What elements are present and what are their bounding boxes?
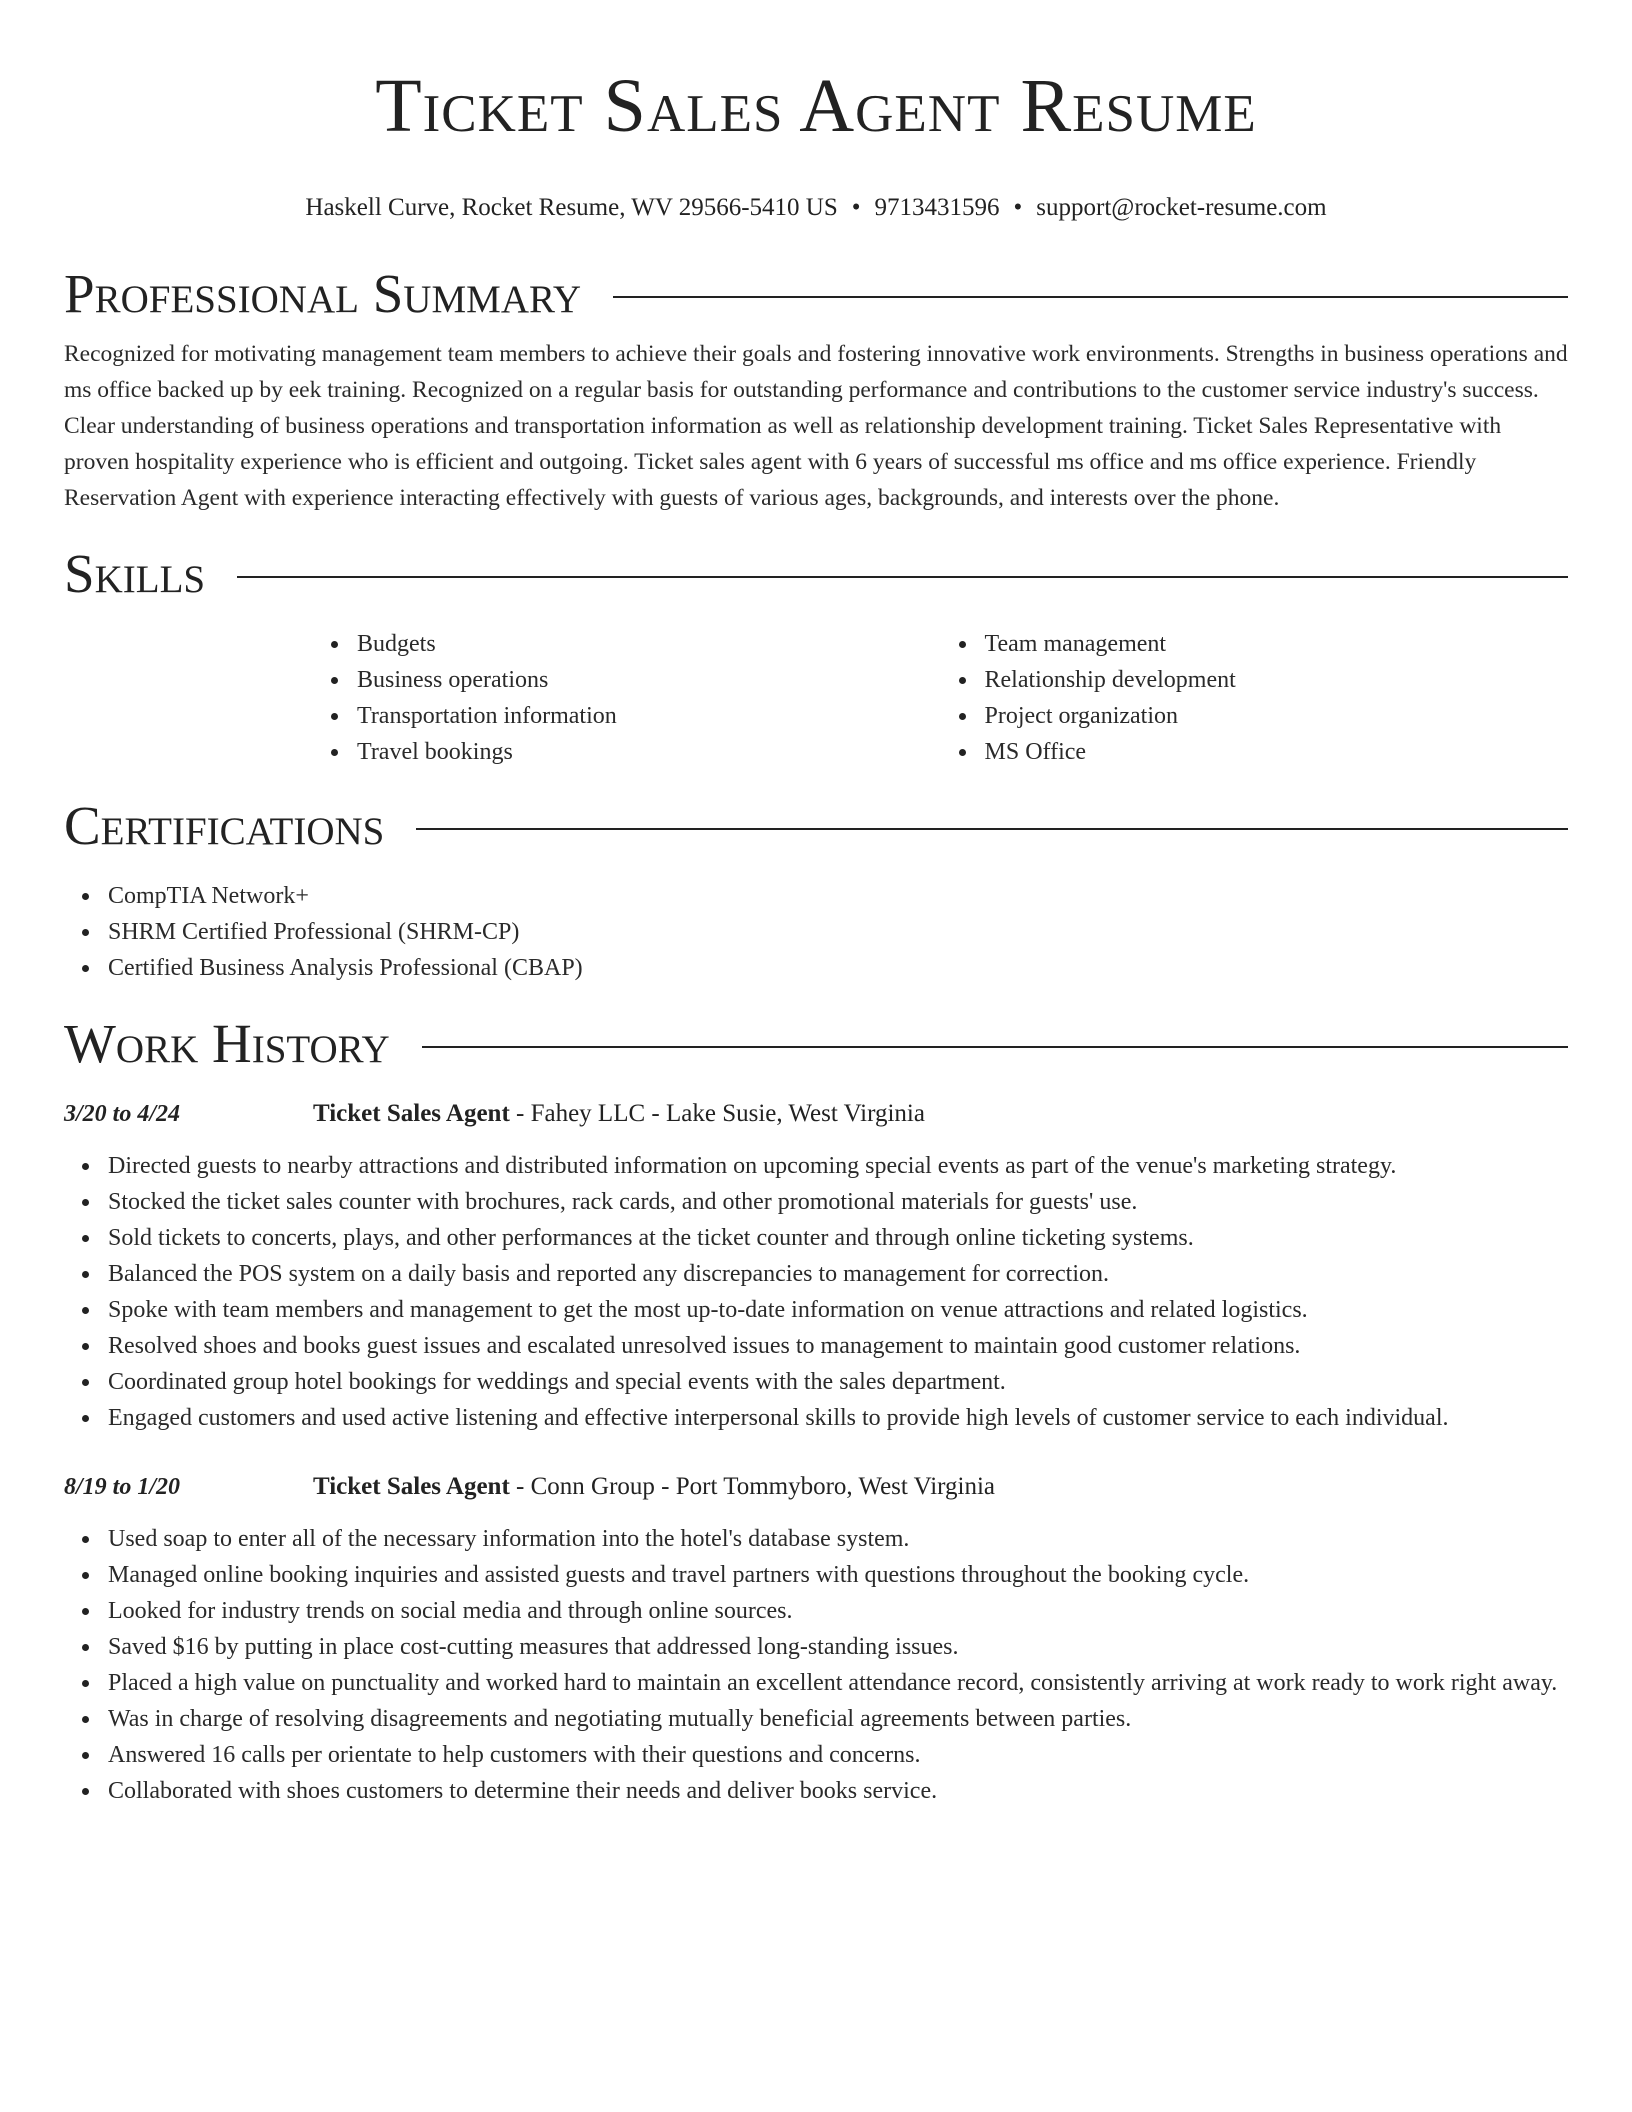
section-divider: [613, 296, 1568, 298]
job-duty: Sold tickets to concerts, plays, and other performances at the ticket counter and through online ticketing systems.: [108, 1220, 1568, 1256]
job-entry: [64, 1469, 1568, 1505]
job-title: Ticket Sales Agent: [313, 1473, 510, 1500]
skill-item: Project organization: [985, 698, 1569, 734]
job-employer-location: - Conn Group - Port Tommyboro, West Virginia: [509, 1473, 996, 1500]
job-duty: Saved $16 by putting in place cost-cutting measures that addressed long-standing issues.: [108, 1629, 1568, 1665]
work-history-section-header: [64, 1012, 1568, 1076]
summary-section-header: [64, 262, 1568, 326]
skill-item: Relationship development: [985, 662, 1569, 698]
job-duty: Looked for industry trends on social media and through online sources.: [108, 1593, 1568, 1629]
skills-column-right: [941, 626, 1569, 770]
job-duty: Coordinated group hotel bookings for weddings and special events with the sales department.: [108, 1364, 1568, 1400]
section-divider: [422, 1046, 1568, 1048]
job-duty: Resolved shoes and books guest issues and escalated unresolved issues to management to maintain good customer relations.: [108, 1328, 1568, 1364]
job-duty: Collaborated with shoes customers to determine their needs and deliver books service.: [108, 1773, 1568, 1809]
skills-heading: Skills: [64, 543, 206, 604]
skills-section-header: [64, 542, 1568, 606]
phone: 9713431596: [874, 194, 1000, 221]
skill-item: Transportation information: [357, 698, 941, 734]
section-divider: [237, 576, 1568, 578]
job-duty: Stocked the ticket sales counter with brochures, rack cards, and other promotional materials for guests' use.: [108, 1184, 1568, 1220]
job-duty: Balanced the POS system on a daily basis and reported any discrepancies to management for correction.: [108, 1256, 1568, 1292]
skill-item: Travel bookings: [357, 734, 941, 770]
contact-line: [64, 192, 1568, 224]
job-entry: [64, 1096, 1568, 1132]
skill-item: Business operations: [357, 662, 941, 698]
summary-heading: Professional Summary: [64, 263, 582, 324]
job-duty: Spoke with team members and management to get the most up-to-date information on venue attractions and related logistics.: [108, 1292, 1568, 1328]
job-duty: Answered 16 calls per orientate to help customers with their questions and concerns.: [108, 1737, 1568, 1773]
job-duties-list: [64, 1148, 1568, 1436]
job-dates: 3/20 to 4/24: [64, 1101, 181, 1127]
job-duty: Used soap to enter all of the necessary information into the hotel's database system.: [108, 1521, 1568, 1557]
job-duties-list: [64, 1521, 1568, 1809]
address: Haskell Curve, Rocket Resume, WV 29566-5410 US: [305, 194, 838, 221]
job-dates: 8/19 to 1/20: [64, 1474, 181, 1500]
certification-item: CompTIA Network+: [108, 878, 1568, 914]
work-history-heading: Work History: [64, 1013, 390, 1074]
section-divider: [416, 828, 1568, 830]
job-duty: Managed online booking inquiries and assisted guests and travel partners with questions throughout the booking cycle.: [108, 1557, 1568, 1593]
certifications-list: [64, 878, 1568, 986]
job-duty: Directed guests to nearby attractions and distributed information on upcoming special events as part of the venue's marketing strategy.: [108, 1148, 1568, 1184]
contact-separator: •: [851, 194, 861, 221]
job-duty: Engaged customers and used active listening and effective interpersonal skills to provide high levels of customer service to each individual.: [108, 1400, 1568, 1436]
job-heading: [313, 1096, 925, 1132]
job-title: Ticket Sales Agent: [313, 1100, 510, 1127]
skills-list: [313, 626, 1568, 770]
job-employer-location: - Fahey LLC - Lake Susie, West Virginia: [509, 1100, 925, 1127]
certifications-heading: Certifications: [64, 795, 385, 856]
certifications-section-header: [64, 794, 1568, 858]
certification-item: SHRM Certified Professional (SHRM-CP): [108, 914, 1568, 950]
contact-separator: •: [1013, 194, 1023, 221]
summary-text: Recognized for motivating management team members to achieve their goals and fostering innovative work environments. Strengths in business operations and ms office backed up by eek training. Recognized on a regular basis for outstanding performance and contributions to the customer service industry's success. Clear understanding of business operations and transportation information as well as relationship development training. Ticket Sales Representative with proven hospitality experience who is efficient and outgoing. Ticket sales agent with 6 years of successful ms office and ms office experience. Friendly Reservation Agent with experience interacting effectively with guests of various ages, backgrounds, and interests over the phone.: [64, 341, 1568, 511]
job-heading: [313, 1469, 995, 1505]
job-duty: Placed a high value on punctuality and worked hard to maintain an excellent attendance record, consistently arriving at work ready to work right away.: [108, 1665, 1568, 1701]
email: support@rocket-resume.com: [1036, 194, 1327, 221]
skills-column-left: [313, 626, 941, 770]
certification-item: Certified Business Analysis Professional (CBAP): [108, 950, 1568, 986]
skill-item: Team management: [985, 626, 1569, 662]
skill-item: Budgets: [357, 626, 941, 662]
job-duty: Was in charge of resolving disagreements and negotiating mutually beneficial agreements between parties.: [108, 1701, 1568, 1737]
skill-item: MS Office: [985, 734, 1569, 770]
resume-title: Ticket Sales Agent Resume: [375, 64, 1257, 148]
